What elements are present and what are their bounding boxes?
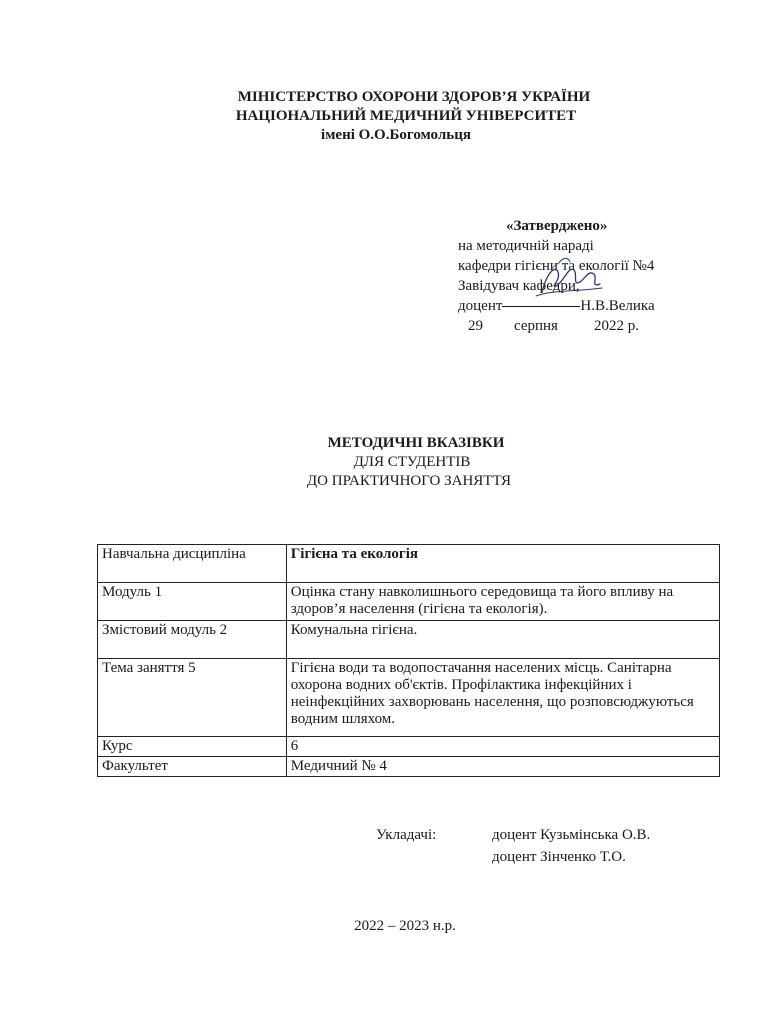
ministry-name: МІНІСТЕРСТВО ОХОРОНИ ЗДОРОВ’Я УКРАЇНИ <box>237 89 591 105</box>
row-value: Гігієна та екологія <box>286 545 719 583</box>
approval-line-2: кафедри гігієни та екології №4 <box>458 258 655 274</box>
document-title-block <box>0 434 768 491</box>
row-value: Оцінка стану навколишнього середовища та його впливу на здоров’я населення (гігієна та екологія). <box>286 583 719 621</box>
signature-blank <box>502 306 580 307</box>
approval-block <box>458 216 758 336</box>
row-label: Тема заняття 5 <box>98 659 287 737</box>
document-subtitle-2: ДО ПРАКТИЧНОГО ЗАНЯТТЯ <box>306 473 512 489</box>
approval-month: серпня <box>514 318 558 334</box>
approval-day: 29 <box>468 318 483 334</box>
author-1: доцент Кузьмінська О.В. <box>492 827 651 843</box>
head-position: доцент <box>458 298 503 314</box>
document-title: МЕТОДИЧНІ ВКАЗІВКИ <box>327 435 505 451</box>
approval-line-3: Завідувач кафедри, <box>458 278 580 294</box>
document-subtitle-1: ДЛЯ СТУДЕНТІВ <box>353 454 471 470</box>
table-row <box>98 545 720 583</box>
academic-year: 2022 – 2023 н.р. <box>354 918 456 934</box>
info-table <box>97 544 720 777</box>
table-row <box>98 621 720 659</box>
row-label: Навчальна дисципліна <box>98 545 287 583</box>
authors-block <box>376 824 650 868</box>
authors-label: Укладачі: <box>376 827 437 843</box>
table-row <box>98 583 720 621</box>
table-row <box>98 757 720 777</box>
table-row <box>98 737 720 757</box>
university-named-after: імені О.О.Богомольця <box>321 127 471 143</box>
author-2: доцент Зінченко Т.О. <box>492 849 626 865</box>
table-row <box>98 659 720 737</box>
row-label: Курс <box>98 737 287 757</box>
signature-line <box>458 296 655 316</box>
row-label: Модуль 1 <box>98 583 287 621</box>
head-name: Н.В.Велика <box>580 298 655 314</box>
approval-year: 2022 р. <box>594 318 639 334</box>
row-value: Комунальна гігієна. <box>286 621 719 659</box>
row-value: 6 <box>286 737 719 757</box>
row-value: Гігієна води та водопостачання населених місць. Санітарна охорона водних об'єктів. Профілактика інфекційних і неінфекційних захворювань населення, що розповсюджуються водним шляхом. <box>286 659 719 737</box>
handwritten-signature <box>528 252 608 304</box>
approval-title: «Затверджено» <box>506 218 608 234</box>
header-block <box>0 88 768 145</box>
row-label: Факультет <box>98 757 287 777</box>
authors-row-1 <box>376 824 650 846</box>
approval-line-1: на методичній нараді <box>458 238 594 254</box>
authors-row-2 <box>376 846 650 868</box>
row-label: Змістовий модуль 2 <box>98 621 287 659</box>
row-value: Медичний № 4 <box>286 757 719 777</box>
university-name: НАЦІОНАЛЬНИЙ МЕДИЧНИЙ УНІВЕРСИТЕТ <box>235 108 577 124</box>
approval-date <box>458 316 758 336</box>
